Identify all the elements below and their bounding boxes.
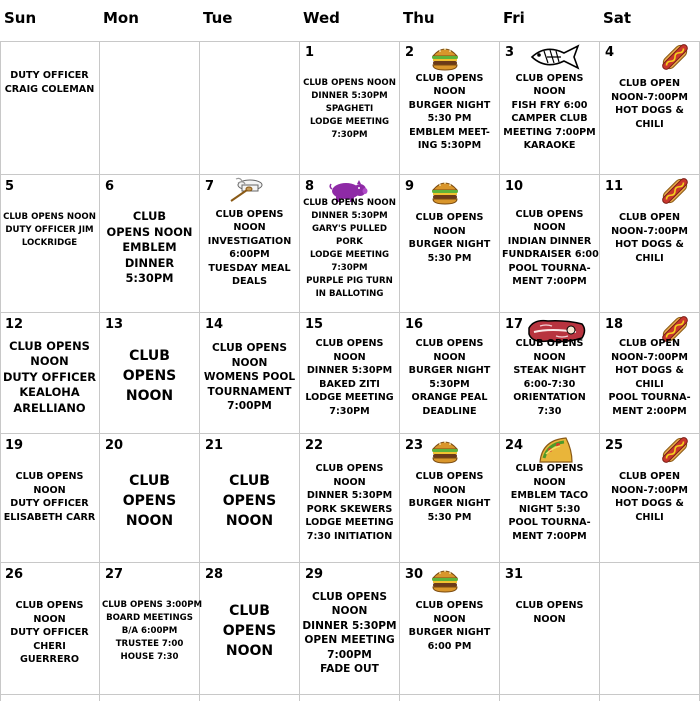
event-line: KARAOKE bbox=[523, 140, 576, 151]
event-line: 6:00-7:30 bbox=[523, 378, 576, 390]
event-text bbox=[302, 590, 397, 677]
event-line: CHILI bbox=[635, 252, 664, 264]
event-line: NOON bbox=[533, 222, 566, 233]
event-text bbox=[302, 197, 397, 301]
event-line: CLUB OPENS bbox=[311, 590, 387, 603]
event-line: CLUB OPENS bbox=[515, 600, 584, 611]
event-line: NOON bbox=[533, 613, 566, 625]
event-text bbox=[502, 599, 597, 626]
weekday-sat: Sat bbox=[603, 9, 632, 27]
empty-day-cell[interactable] bbox=[100, 41, 200, 175]
event-line: DUTY OFFICER bbox=[10, 70, 89, 81]
event-line: 5:30 PM bbox=[427, 252, 472, 264]
day-number: 16 bbox=[405, 317, 424, 332]
day-cell-10[interactable] bbox=[500, 175, 600, 313]
event-text bbox=[402, 72, 497, 153]
day-cell-25[interactable] bbox=[600, 434, 700, 563]
event-text bbox=[302, 77, 397, 142]
event-line: DEADLINE bbox=[422, 405, 477, 417]
event-line: INDIAN DINNER bbox=[507, 235, 592, 247]
event-line: DINNER 5:30PM bbox=[311, 91, 388, 101]
event-line: NOON bbox=[33, 613, 66, 625]
event-line: DUTY OFFICER bbox=[10, 627, 89, 638]
day-number: 25 bbox=[605, 438, 624, 453]
event-line: HOT DOGS & bbox=[615, 498, 684, 509]
hotdog-icon bbox=[660, 42, 690, 76]
burger-icon bbox=[430, 45, 460, 75]
event-line: GUERRERO bbox=[19, 654, 80, 665]
empty-day-cell[interactable] bbox=[600, 563, 700, 695]
day-cell-5[interactable] bbox=[0, 175, 100, 313]
calendar-tail-row bbox=[0, 695, 700, 701]
event-line: LODGE MEETING bbox=[305, 517, 394, 528]
event-text bbox=[202, 601, 297, 661]
event-line: DINNER 5:30PM bbox=[306, 365, 393, 376]
event-text bbox=[2, 211, 97, 250]
event-line: CLUB OPEN bbox=[618, 338, 681, 349]
day-number: 10 bbox=[505, 179, 524, 194]
event-line: 7:00PM bbox=[327, 648, 372, 661]
day-cell-24[interactable] bbox=[500, 434, 600, 563]
day-number: 1 bbox=[305, 45, 315, 60]
event-line: 5:30 PM bbox=[427, 113, 472, 124]
event-line: CLUB OPENS NOON bbox=[3, 212, 96, 222]
event-line: CLUB OPEN bbox=[618, 212, 681, 223]
weekday-fri: Fri bbox=[503, 9, 525, 27]
day-number: 17 bbox=[505, 317, 524, 332]
tail-cell bbox=[300, 695, 400, 701]
day-number: 29 bbox=[305, 567, 324, 582]
event-line: OPENS bbox=[222, 623, 277, 639]
event-line: CLUB bbox=[129, 472, 170, 489]
day-cell-9[interactable] bbox=[400, 175, 500, 313]
weekday-mon: Mon bbox=[103, 9, 139, 27]
burger-icon bbox=[430, 179, 460, 209]
event-line: CLUB OPENS bbox=[315, 463, 384, 474]
event-line: NOON bbox=[30, 354, 69, 369]
day-number: 4 bbox=[605, 45, 615, 60]
event-text bbox=[2, 69, 97, 96]
event-line: CLUB OPENS bbox=[515, 72, 584, 84]
event-line: SPAGHETI bbox=[325, 104, 374, 114]
event-line: KEALOHA bbox=[19, 385, 80, 400]
event-line: DINNER 5:30PM bbox=[302, 619, 397, 632]
day-cell-19[interactable] bbox=[0, 434, 100, 563]
tail-cell bbox=[0, 695, 100, 701]
event-line: OPENS NOON bbox=[106, 224, 193, 239]
event-line: NOON bbox=[533, 351, 566, 363]
event-text bbox=[502, 462, 597, 543]
day-cell-22[interactable] bbox=[300, 434, 400, 563]
event-line: NOON bbox=[533, 86, 566, 97]
event-line: WOMENS POOL bbox=[203, 371, 296, 384]
tail-cell bbox=[400, 695, 500, 701]
day-number: 7 bbox=[205, 179, 215, 194]
weekday-header bbox=[0, 0, 700, 41]
event-line: HOUSE 7:30 bbox=[120, 652, 179, 662]
fish-icon bbox=[528, 43, 582, 75]
event-line: LOCKRIDGE bbox=[21, 238, 78, 248]
event-text bbox=[102, 209, 197, 287]
event-line: CLUB OPENS bbox=[415, 212, 484, 223]
event-line: NOON bbox=[233, 222, 266, 233]
event-line: MEETING 7:00PM bbox=[503, 126, 596, 138]
event-text bbox=[202, 471, 297, 531]
day-number: 2 bbox=[405, 45, 415, 60]
event-text bbox=[602, 470, 697, 524]
event-line: POOL TOURNA- bbox=[508, 517, 591, 528]
day-number: 18 bbox=[605, 317, 624, 332]
day-number: 31 bbox=[505, 567, 524, 582]
day-number: 5 bbox=[5, 179, 15, 194]
event-text bbox=[602, 211, 697, 265]
event-line: OPENS bbox=[122, 367, 177, 384]
event-line: 5:30PM bbox=[429, 378, 470, 390]
day-number: 26 bbox=[5, 567, 24, 582]
day-cell-2[interactable] bbox=[400, 41, 500, 175]
event-line: INVESTIGATION bbox=[207, 235, 292, 247]
event-line: CLUB OPENS bbox=[9, 338, 90, 353]
event-line: DINNER bbox=[124, 255, 175, 270]
day-number: 19 bbox=[5, 438, 24, 453]
event-line: NOON bbox=[225, 512, 274, 529]
event-line: CLUB OPENS bbox=[515, 208, 584, 220]
day-number: 30 bbox=[405, 567, 424, 582]
day-cell-4[interactable] bbox=[600, 41, 700, 175]
event-text bbox=[2, 470, 97, 524]
day-number: 21 bbox=[205, 438, 224, 453]
day-cell-8[interactable] bbox=[300, 175, 400, 313]
event-line: CLUB OPENS bbox=[215, 208, 284, 220]
day-number: 27 bbox=[105, 567, 124, 582]
day-number: 15 bbox=[305, 317, 324, 332]
day-cell-27[interactable] bbox=[100, 563, 203, 695]
day-cell-14[interactable] bbox=[200, 313, 300, 434]
day-cell-6[interactable] bbox=[100, 175, 200, 313]
event-line: CLUB OPEN bbox=[618, 471, 681, 482]
event-text bbox=[602, 337, 697, 418]
day-number: 13 bbox=[105, 317, 124, 332]
event-line: HOT DOGS & bbox=[615, 365, 684, 376]
event-line: 5:30PM bbox=[125, 271, 174, 286]
event-line: CLUB OPENS bbox=[15, 471, 84, 482]
event-text bbox=[102, 599, 203, 664]
day-cell-3[interactable] bbox=[500, 41, 600, 175]
event-line: BAKED ZITI bbox=[319, 378, 380, 390]
event-line: CLUB OPENS bbox=[211, 342, 287, 355]
event-text bbox=[202, 208, 297, 289]
hotdog-icon bbox=[660, 435, 690, 469]
event-text bbox=[502, 337, 597, 418]
event-line: TOURNAMENT bbox=[207, 385, 292, 398]
burger-icon bbox=[430, 438, 460, 468]
tail-cell bbox=[500, 695, 600, 701]
day-cell-11[interactable] bbox=[600, 175, 700, 313]
event-line: BURGER NIGHT bbox=[408, 627, 491, 638]
event-line: CLUB OPENS NOON bbox=[303, 198, 396, 208]
event-line: NOON bbox=[331, 605, 368, 617]
event-line: NOON bbox=[433, 225, 466, 237]
event-line: MENT 7:00PM bbox=[512, 530, 587, 542]
tail-cell bbox=[600, 695, 700, 701]
weekday-thu: Thu bbox=[403, 9, 435, 27]
event-line: NIGHT 5:30 bbox=[518, 503, 581, 515]
event-line: CAMPER CLUB bbox=[511, 113, 588, 124]
event-line: ING 5:30PM bbox=[417, 140, 482, 151]
event-line: CHILI bbox=[635, 118, 664, 130]
event-line: 5:30 PM bbox=[427, 511, 472, 523]
event-text bbox=[402, 470, 497, 524]
event-line: CLUB OPENS 3:00PM bbox=[102, 600, 203, 610]
event-line: FUNDRAISER 6:00 bbox=[502, 249, 599, 260]
event-line: NOON bbox=[433, 86, 466, 97]
event-line: 6:00PM bbox=[229, 249, 270, 260]
event-text bbox=[402, 337, 497, 418]
event-text bbox=[502, 72, 597, 153]
empty-day-cell[interactable] bbox=[200, 41, 300, 175]
event-line: LODGE MEETING bbox=[309, 250, 390, 260]
event-line: 6:00 PM bbox=[427, 640, 472, 652]
event-line: NOON bbox=[533, 476, 566, 488]
event-line: EMBLEM bbox=[122, 240, 177, 255]
event-line: 7:30PM bbox=[331, 130, 368, 140]
event-line: 7:30PM bbox=[329, 405, 370, 417]
event-line: NOON bbox=[433, 351, 466, 363]
event-line: CHERI bbox=[33, 640, 66, 652]
event-line: NOON bbox=[225, 643, 274, 659]
day-number: 28 bbox=[205, 567, 224, 582]
day-cell-12[interactable] bbox=[0, 313, 100, 434]
day-number: 6 bbox=[105, 179, 115, 194]
event-line: 7:00PM bbox=[227, 400, 272, 413]
event-line: 7:30PM bbox=[331, 263, 368, 273]
event-line: NOON bbox=[433, 484, 466, 496]
event-line: POOL TOURNA- bbox=[508, 262, 591, 274]
event-line: FADE OUT bbox=[320, 663, 379, 675]
day-number: 11 bbox=[605, 179, 624, 194]
event-line: BURGER NIGHT bbox=[408, 365, 491, 376]
day-number: 8 bbox=[305, 179, 315, 194]
event-line: NOON bbox=[125, 387, 174, 404]
event-line: CLUB OPEN bbox=[618, 78, 681, 89]
event-text bbox=[102, 471, 197, 531]
event-line: DEALS bbox=[232, 276, 267, 287]
event-line: CLUB OPENS bbox=[15, 600, 84, 611]
chef-icon bbox=[228, 175, 266, 207]
event-line: CRAIG COLEMAN bbox=[4, 83, 95, 95]
event-line: PORK bbox=[336, 237, 363, 247]
event-line: DUTY OFFICER bbox=[2, 369, 97, 384]
event-line: HOT DOGS & bbox=[615, 239, 684, 250]
day-cell-1[interactable] bbox=[300, 41, 400, 175]
event-line: CHILI bbox=[635, 511, 664, 523]
event-line: PURPLE PIG TURN bbox=[306, 276, 393, 286]
event-line: MENT 7:00PM bbox=[512, 276, 587, 287]
event-text bbox=[202, 341, 297, 414]
event-line: CLUB bbox=[129, 347, 170, 364]
day-cell-20[interactable] bbox=[100, 434, 200, 563]
day-cell-31[interactable] bbox=[500, 563, 600, 695]
event-line: CLUB OPENS bbox=[515, 338, 584, 349]
day-cell-23[interactable] bbox=[400, 434, 500, 563]
event-line: DINNER 5:30PM bbox=[306, 490, 393, 501]
event-text bbox=[402, 211, 497, 265]
event-line: CLUB bbox=[229, 603, 270, 619]
event-line: DUTY OFFICER bbox=[10, 498, 89, 509]
day-number: 24 bbox=[505, 438, 524, 453]
day-cell-13[interactable] bbox=[100, 313, 200, 434]
day-cell-7[interactable] bbox=[200, 175, 300, 313]
day-number: 12 bbox=[5, 317, 24, 332]
event-line: NOON bbox=[333, 476, 366, 488]
event-line: NOON-7:00PM bbox=[611, 351, 688, 363]
event-line: EMBLEM MEET- bbox=[409, 126, 490, 138]
day-number: 22 bbox=[305, 438, 324, 453]
tail-cell bbox=[100, 695, 200, 701]
event-text bbox=[302, 337, 397, 418]
event-line: ARELLIANO bbox=[13, 400, 86, 415]
event-line: CLUB OPENS bbox=[415, 600, 484, 611]
event-line: BURGER NIGHT bbox=[408, 239, 491, 250]
day-number: 9 bbox=[405, 179, 415, 194]
event-line: PORK SKEWERS bbox=[306, 503, 393, 515]
event-line: NOON-7:00PM bbox=[611, 225, 688, 237]
event-line: CLUB OPENS NOON bbox=[303, 78, 396, 88]
event-line: TUESDAY MEAL bbox=[208, 262, 291, 274]
event-line: CLUB OPENS bbox=[415, 471, 484, 482]
event-text bbox=[302, 462, 397, 543]
event-line: NOON bbox=[333, 351, 366, 363]
event-line: 7:30 bbox=[537, 405, 562, 417]
event-line: IN BALLOTING bbox=[315, 289, 384, 299]
event-text bbox=[502, 208, 597, 289]
event-line: B/A 6:00PM bbox=[121, 626, 178, 636]
event-line: NOON bbox=[231, 356, 268, 369]
event-line: OPENS bbox=[122, 492, 177, 509]
event-line: FISH FRY 6:00 bbox=[511, 99, 588, 111]
event-line: CLUB bbox=[132, 209, 167, 224]
event-line: CLUB bbox=[229, 472, 270, 489]
event-text bbox=[602, 77, 697, 131]
day-cell-15[interactable] bbox=[300, 313, 400, 434]
event-line: HOT DOGS & bbox=[615, 105, 684, 116]
event-line: ORANGE PEAL bbox=[411, 392, 488, 403]
event-text bbox=[402, 599, 497, 653]
weekday-wed: Wed bbox=[303, 9, 340, 27]
event-text bbox=[2, 339, 97, 417]
day-number: 20 bbox=[105, 438, 124, 453]
day-cell-18[interactable] bbox=[600, 313, 700, 434]
burger-icon bbox=[430, 567, 460, 597]
event-line: CLUB OPENS bbox=[415, 72, 484, 84]
event-line: 7:30 INITIATION bbox=[306, 530, 393, 542]
event-line: STEAK NIGHT bbox=[513, 365, 586, 376]
day-number: 3 bbox=[505, 45, 515, 60]
tail-cell bbox=[200, 695, 300, 701]
event-line: EMBLEM TACO bbox=[510, 490, 589, 501]
event-line: NOON bbox=[433, 613, 466, 625]
event-line: NOON-7:00PM bbox=[611, 91, 688, 103]
event-line: BOARD MEETINGS bbox=[106, 613, 193, 623]
event-line: NOON bbox=[33, 484, 66, 496]
event-line: NOON-7:00PM bbox=[611, 484, 688, 496]
event-line: CHILI bbox=[635, 378, 664, 390]
event-line: GARY'S PULLED bbox=[311, 224, 388, 234]
event-line: CLUB OPENS bbox=[415, 338, 484, 349]
event-line: ELISABETH CARR bbox=[3, 511, 96, 523]
day-cell-28[interactable] bbox=[200, 563, 300, 695]
hotdog-icon bbox=[660, 176, 690, 210]
event-line: DUTY OFFICER JIM bbox=[5, 225, 94, 235]
event-line: ORIENTATION bbox=[513, 392, 586, 403]
event-line: OPENS bbox=[222, 492, 277, 509]
event-line: DINNER 5:30PM bbox=[311, 211, 388, 221]
day-cell-26[interactable] bbox=[0, 563, 100, 695]
day-number: 14 bbox=[205, 317, 224, 332]
event-line: BURGER NIGHT bbox=[408, 498, 491, 509]
empty-day-cell[interactable] bbox=[0, 41, 100, 175]
event-line: MENT 2:00PM bbox=[612, 405, 687, 417]
event-line: TRUSTEE 7:00 bbox=[115, 639, 184, 649]
day-cell-29[interactable] bbox=[300, 563, 400, 695]
event-line: CLUB OPENS bbox=[515, 463, 584, 474]
weekday-tue: Tue bbox=[203, 9, 233, 27]
event-line: POOL TOURNA- bbox=[608, 392, 691, 403]
event-text bbox=[2, 599, 97, 667]
event-line: NOON bbox=[125, 512, 174, 529]
event-line: LODGE MEETING bbox=[309, 117, 390, 127]
day-number: 23 bbox=[405, 438, 424, 453]
event-line: OPEN MEETING bbox=[304, 634, 395, 646]
day-cell-17[interactable] bbox=[500, 313, 600, 434]
weekday-sun: Sun bbox=[4, 9, 37, 27]
event-line: CLUB OPENS bbox=[315, 338, 384, 349]
day-cell-30[interactable] bbox=[400, 563, 500, 695]
day-cell-16[interactable] bbox=[400, 313, 500, 434]
event-line: LODGE MEETING bbox=[305, 392, 394, 403]
event-line: BURGER NIGHT bbox=[408, 99, 491, 111]
day-cell-21[interactable] bbox=[200, 434, 300, 563]
event-text bbox=[102, 346, 197, 406]
